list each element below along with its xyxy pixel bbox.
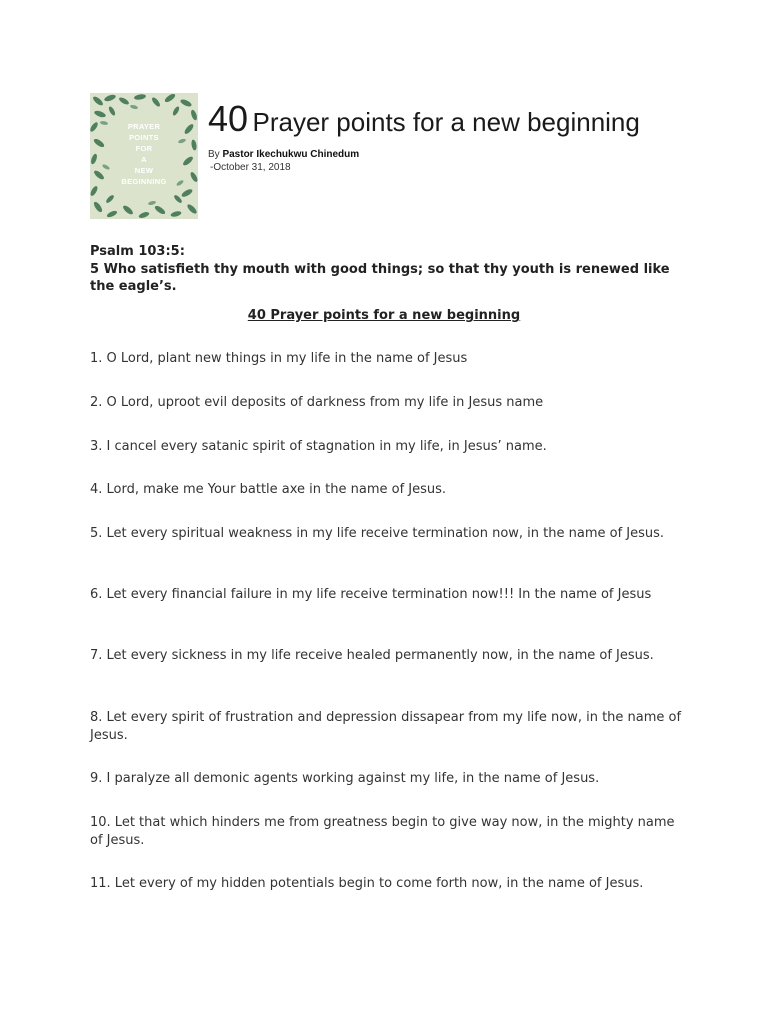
prayer-point: 6. Let every financial failure in my life receive termination now!!! In the name of Jesus [90,587,652,602]
cover-line: PRAYER [127,122,161,131]
title-number: 40 [208,98,249,139]
page-title [208,98,640,140]
prayer-point: 9. I paralyze all demonic agents working against my life, in the name of Jesus. [90,771,600,786]
prayer-point: 1. O Lord, plant new things in my life in the name of Jesus [90,351,468,366]
cover-title [90,121,198,187]
prayer-point: 10. Let that which hinders me from greatness begin to give way now, in the mighty name of Jesus. [90,815,675,848]
prayer-point: 2. O Lord, uproot evil deposits of darkness from my life in Jesus name [90,395,544,410]
cover-line: FOR [135,144,153,153]
by-label: By [208,149,220,160]
author-name: Pastor Ikechukwu Chinedum [222,149,360,160]
cover-line: A [141,155,147,164]
title-text: Prayer points for a new beginning [252,107,640,137]
prayer-point: 8. Let every spirit of frustration and depression dissapear from my life now, in the name of Jesus. [90,710,682,743]
scripture-verse: 5 Who satisfieth thy mouth with good things; so that thy youth is renewed like the eagle’s. [90,261,670,294]
scripture-block [90,243,690,296]
publish-date: -October 31, 2018 [210,162,291,173]
scripture-reference: Psalm 103:5: [90,244,185,259]
section-heading [0,308,768,323]
prayer-point: 4. Lord, make me Your battle axe in the name of Jesus. [90,482,447,497]
cover-thumbnail [90,93,198,219]
prayer-point: 5. Let every spiritual weakness in my life receive termination now, in the name of Jesus. [90,526,665,541]
prayer-point: 3. I cancel every satanic spirit of stagnation in my life, in Jesus’ name. [90,439,547,454]
prayer-point: 11. Let every of my hidden potentials begin to come forth now, in the name of Jesus. [90,876,644,891]
cover-line: POINTS [129,133,159,142]
byline [208,149,359,160]
prayer-point: 7. Let every sickness in my life receive healed permanently now, in the name of Jesus. [90,648,654,663]
cover-line: BEGINNING [121,177,167,186]
section-heading-text: 40 Prayer points for a new beginning [247,308,521,323]
cover-line: NEW [134,166,154,175]
